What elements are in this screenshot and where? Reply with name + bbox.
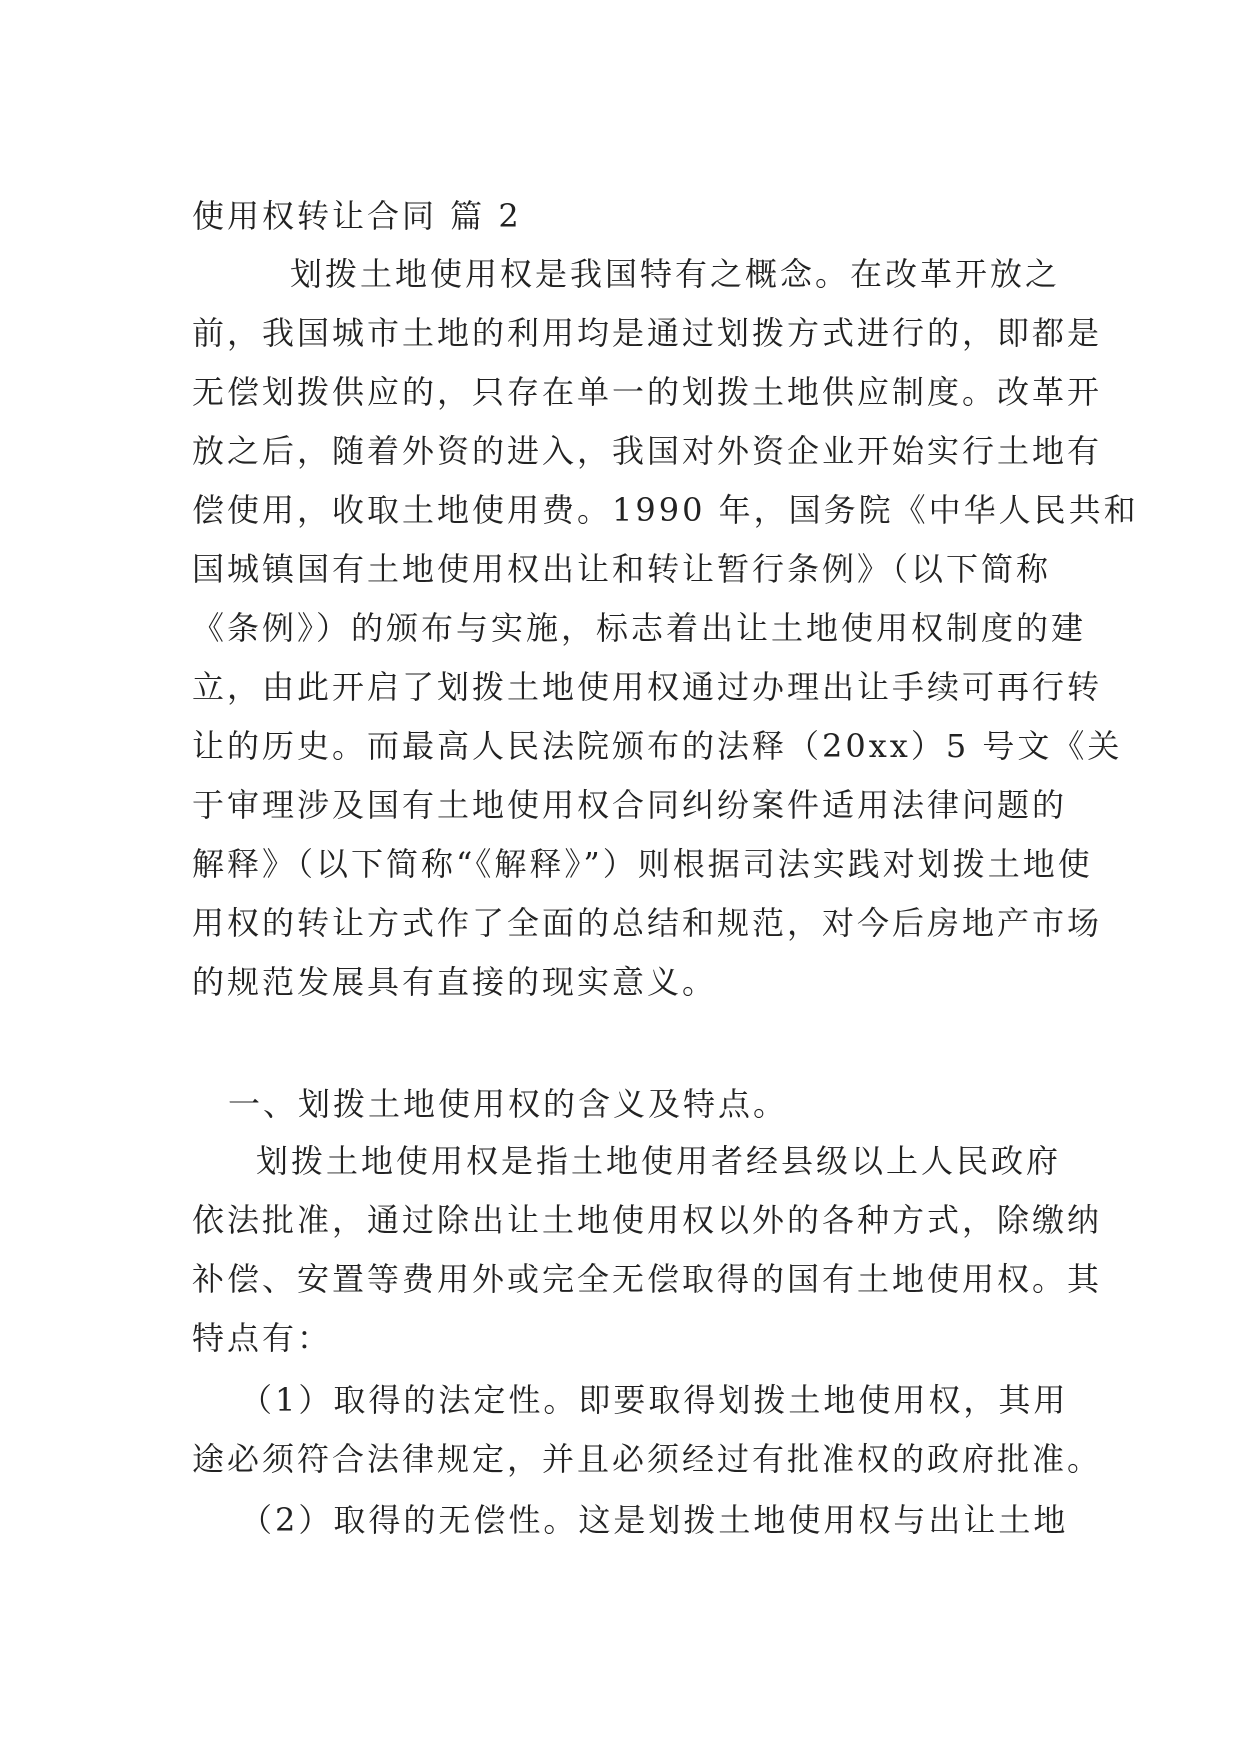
list-item: （1）取得的法定性。即要取得划拨土地使用权，其用 — [240, 1381, 1069, 1419]
paragraph-line: 立，由此开启了划拨土地使用权通过办理出让手续可再行转 — [192, 668, 1103, 706]
paragraph-line: 用权的转让方式作了全面的总结和规范，对今后房地产市场 — [192, 904, 1103, 942]
list-item-continuation: 途必须符合法律规定，并且必须经过有批准权的政府批准。 — [192, 1440, 1103, 1478]
paragraph-line: 特点有： — [192, 1319, 333, 1357]
paragraph-line: 放之后，随着外资的进入，我国对外资企业开始实行土地有 — [192, 432, 1103, 470]
list-item: （2）取得的无偿性。这是划拨土地使用权与出让土地 — [240, 1501, 1069, 1539]
paragraph-line: 《条例》）的颁布与实施，标志着出让土地使用权制度的建 — [192, 609, 1087, 647]
paragraph-line: 让的历史。而最高人民法院颁布的法释（20xx）5 号文《关 — [192, 727, 1123, 765]
paragraph-line: 划拨土地使用权是指土地使用者经县级以上人民政府 — [256, 1142, 1062, 1180]
paragraph-line: 前，我国城市土地的利用均是通过划拨方式进行的，即都是 — [192, 314, 1103, 352]
paragraph-line: 解释》（以下简称“《解释》”）则根据司法实践对划拨土地使 — [192, 845, 1093, 883]
section-heading: 一、划拨土地使用权的含义及特点。 — [228, 1085, 789, 1123]
document-title: 使用权转让合同 篇 2 — [192, 197, 522, 235]
paragraph-line: 于审理涉及国有土地使用权合同纠纷案件适用法律问题的 — [192, 786, 1068, 824]
paragraph-line: 补偿、安置等费用外或完全无偿取得的国有土地使用权。其 — [192, 1260, 1103, 1298]
paragraph-line: 的规范发展具有直接的现实意义。 — [192, 963, 718, 1001]
paragraph-line: 偿使用，收取土地使用费。1990 年，国务院《中华人民共和 — [192, 491, 1139, 529]
paragraph-line: 依法批准，通过除出让土地使用权以外的各种方式，除缴纳 — [192, 1201, 1103, 1239]
paragraph-line: 无偿划拨供应的，只存在单一的划拨土地供应制度。改革开 — [192, 373, 1103, 411]
paragraph-line: 国城镇国有土地使用权出让和转让暂行条例》（以下简称 — [192, 550, 1052, 588]
paragraph-line: 划拨土地使用权是我国特有之概念。在改革开放之 — [290, 255, 1061, 293]
